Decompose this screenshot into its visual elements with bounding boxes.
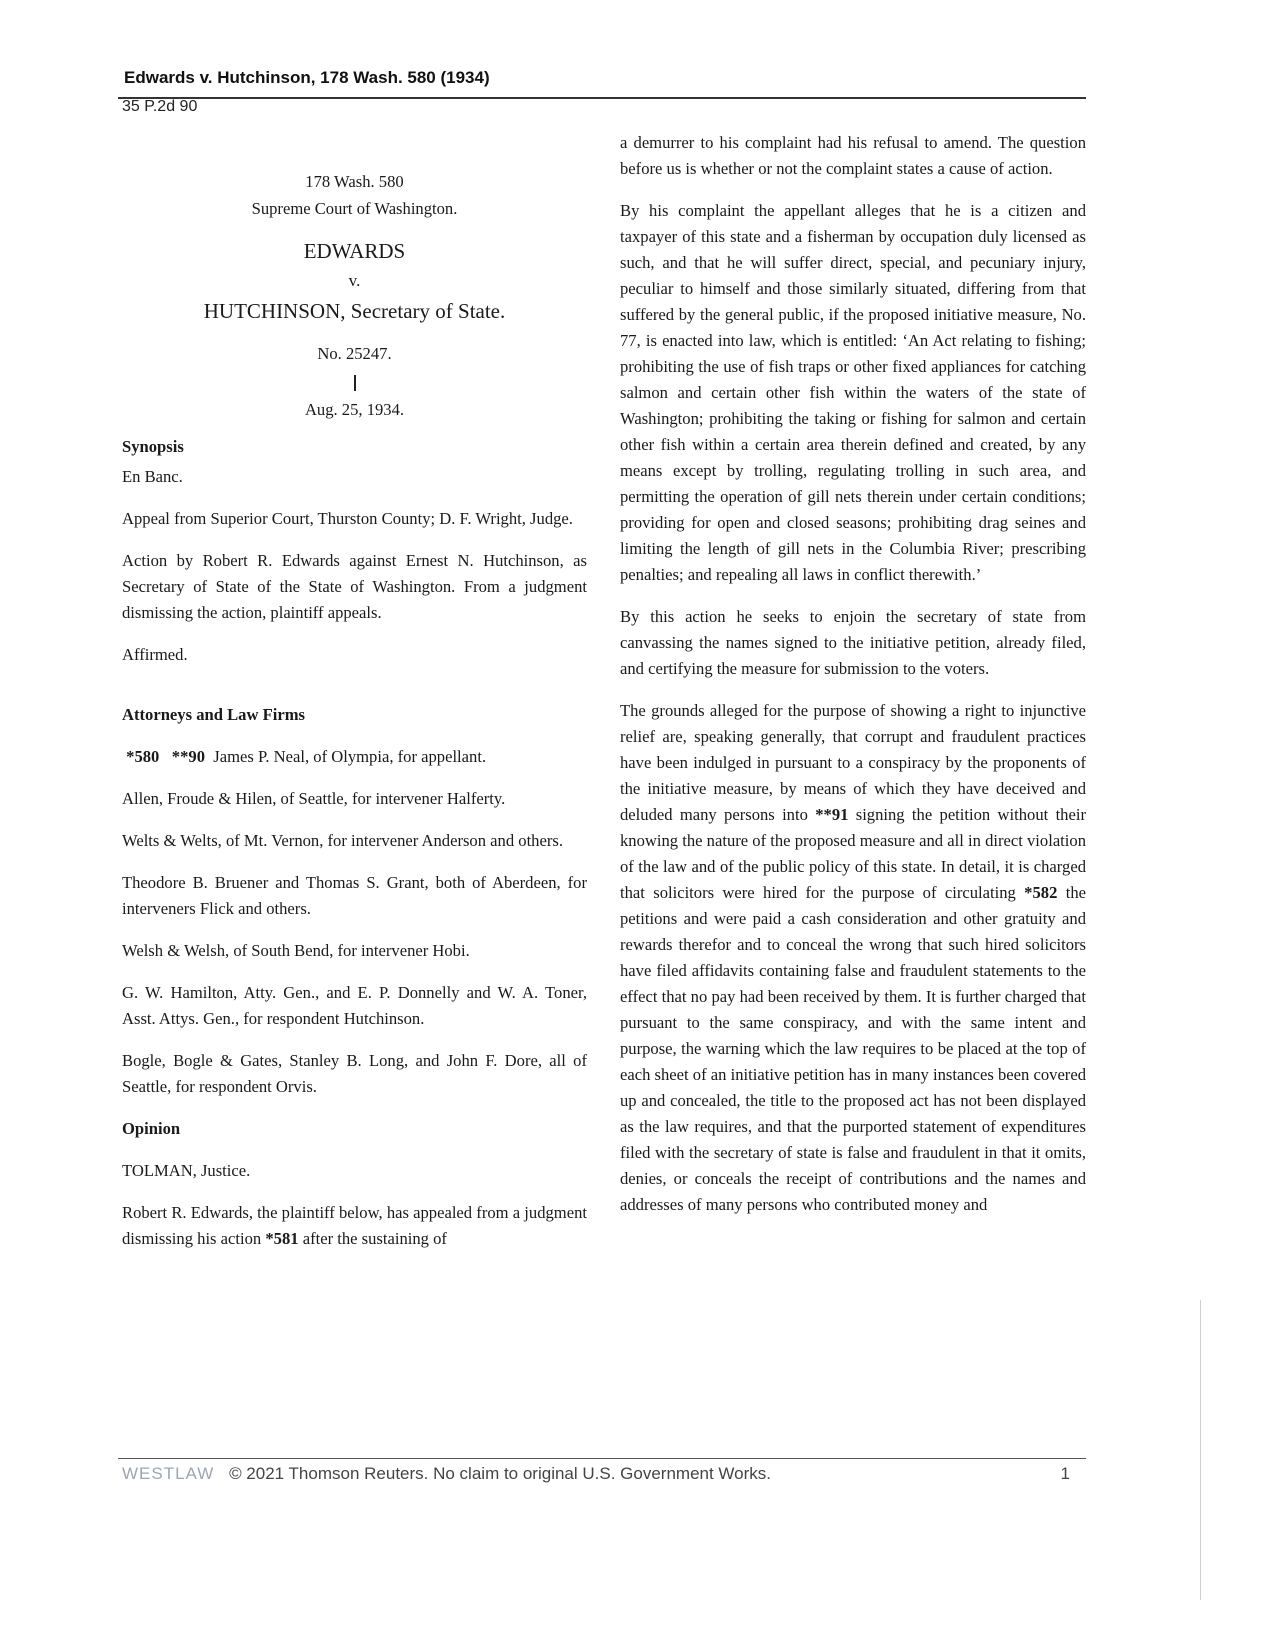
page-number: 1 [1060, 1464, 1070, 1483]
star-page-90[interactable]: **90 [171, 747, 205, 766]
court-name: Supreme Court of Washington. [251, 199, 458, 218]
star-page-582[interactable]: *582 [1024, 883, 1058, 902]
synopsis-section [122, 434, 587, 668]
attorney-entry: G. W. Hamilton, Atty. Gen., and E. P. Donnelly and W. A. Toner, Asst. Attys. Gen., for respondent Hutchinson. [122, 983, 587, 1028]
docket-number: No. 25247. [317, 344, 392, 363]
star-page-581[interactable]: *581 [265, 1229, 299, 1248]
synopsis-heading: Synopsis [122, 437, 184, 456]
opinion-paragraph-2: By his complaint the appellant alleges that he is a citizen and taxpayer of this state and a fisherman by occupation duly licensed as such, and that he will suffer direct, special, and pecuniary injury, peculiar to himself and those similarly situated, differing from that suffered by the general public, if the proposed initiative measure, No. 77, is enacted into law, which is entitled: ‘An Act relating to fishing; prohibiting the use of fish traps or other fixed appliances for catching salmon and certain other fish within the waters of the state of Washington; prohibiting the taking or fishing for salmon and certain other fish within a certain area therein defined and created, by any means except by trolling, regulating trolling in such area, and permitting the operation of gill nets therein under certain conditions; providing for open and closed seasons; prohibiting drag seines and limiting the length of gill nets in the Columbia River; prescribing penalties; and repealing all laws in conflict therewith.’ [620, 201, 1086, 584]
copyright-notice: © 2021 Thomson Reuters. No claim to original U.S. Government Works. [229, 1464, 772, 1483]
en-banc: En Banc. [122, 467, 183, 486]
opinion-paragraph-1 [122, 1200, 587, 1252]
parallel-citation: 35 P.2d 90 [122, 98, 198, 115]
attorney-entry: Theodore B. Bruener and Thomas S. Grant, both of Aberdeen, for interveners Flick and others. [122, 873, 587, 918]
action-summary: Action by Robert R. Edwards against Ernest N. Hutchinson, as Secretary of State of the State of Washington. From a judgment dismissing the action, plaintiff appeals. [122, 551, 587, 622]
opinion-paragraph-4 [620, 698, 1086, 1218]
attorney-entry: Bogle, Bogle & Gates, Stanley B. Long, and John F. Dore, all of Seattle, for respondent Orvis. [122, 1051, 587, 1096]
plaintiff-name: EDWARDS [303, 239, 406, 263]
opinion-text: signing the petition without their knowing the nature of the proposed measure and all in direct violation of the law and of the public policy of this state. In detail, it is charged that solicitors were hired for the purpose of circulating [620, 805, 1086, 902]
opinion-text: the petitions and were paid a cash consideration and other gratuity and rewards therefor and to conceal the wrong that such hired solicitors have filed affidavits containing false and fraudulent statements to the effect that no pay had been received by them. It is further charged that pursuant to the same conspiracy, and with the same intent and purpose, the warning which the law requires to be placed at the top of each sheet of an initiative petition has in many instances been covered up and concealed, the title to the proposed act has not been displayed as the law requires, and that the purported statement of expenditures filed with the secretary of state is false and fraudulent in that it omits, denies, or conceals the receipt of contributions and the names and addresses of many persons who contributed money and [620, 883, 1086, 1214]
caption-separator [122, 368, 587, 396]
right-column [620, 130, 1086, 1234]
page-footer [122, 1464, 1082, 1484]
attorney-entry: Allen, Froude & Hilen, of Seattle, for intervener Halferty. [122, 789, 506, 808]
defendant-name: HUTCHINSON, Secretary of State. [203, 299, 506, 323]
attorney-entry: Welts & Welts, of Mt. Vernon, for intervener Anderson and others. [122, 831, 563, 850]
reporter-citation: 178 Wash. 580 [305, 172, 404, 191]
versus: v. [348, 271, 361, 290]
attorneys-heading: Attorneys and Law Firms [122, 705, 305, 724]
document-header-title: Edwards v. Hutchinson, 178 Wash. 580 (1934) [124, 68, 490, 87]
star-page-580[interactable]: *580 [126, 747, 160, 766]
appeal-line: Appeal from Superior Court, Thurston County; D. F. Wright, Judge. [122, 509, 573, 528]
opinion-text: The grounds alleged for the purpose of showing a right to injunctive relief are, speaking generally, that corrupt and fraudulent practices have been indulged in pursuant to a conspiracy by the proponents of the initiative measure, by means of which they have deceived and deluded many persons into [620, 701, 1086, 824]
westlaw-logo: WESTLAW [122, 1464, 215, 1483]
opinion-paragraph-1-cont: a demurrer to his complaint had his refusal to amend. The question before us is whether or not the complaint states a cause of action. [620, 133, 1086, 178]
left-column [122, 130, 587, 1268]
attorney-appellant-text: James P. Neal, of Olympia, for appellant. [213, 747, 487, 766]
attorney-entry: Welsh & Welsh, of South Bend, for intervener Hobi. [122, 941, 470, 960]
decision-date: Aug. 25, 1934. [304, 400, 405, 419]
disposition: Affirmed. [122, 645, 188, 664]
attorney-appellant [122, 744, 587, 770]
opinion-heading: Opinion [122, 1119, 181, 1138]
scan-edge [1200, 1300, 1201, 1600]
docket-block [122, 340, 587, 424]
footer-divider [118, 1458, 1086, 1459]
star-page-91[interactable]: **91 [815, 805, 849, 824]
opinion-paragraph-3: By this action he seeks to enjoin the secretary of state from canvassing the names signed to the initiative petition, already filed, and certifying the measure for submission to the voters. [620, 607, 1086, 678]
header-divider [118, 97, 1086, 99]
opinion-text: after the sustaining of [302, 1229, 447, 1248]
opinion-text: Robert R. Edwards, the plaintiff below, has appealed from a judgment dismissing his action [122, 1203, 587, 1248]
case-caption [122, 168, 587, 222]
opinion-author: TOLMAN, Justice. [122, 1161, 251, 1180]
